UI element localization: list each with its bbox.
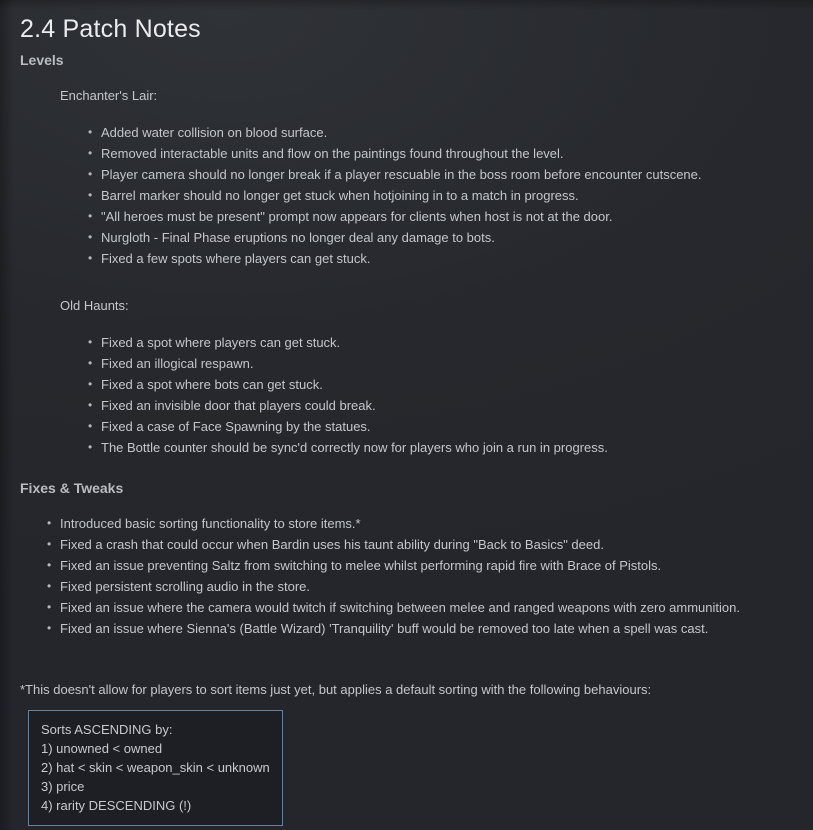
patch-note-item: • Fixed a spot where bots can get stuck. — [101, 374, 793, 395]
patch-note-item: • Fixed a crash that could occur when Bardin uses his taunt ability during "Back to Basics" deed. — [60, 534, 793, 555]
patch-note-item: • Removed interactable units and flow on the paintings found throughout the level. — [101, 143, 793, 164]
patch-note-item: • Player camera should no longer break if a player rescuable in the boss room before encounter cutscene. — [101, 164, 793, 185]
sort-rules-box — [28, 710, 283, 826]
fixes-tweaks-list — [20, 513, 793, 639]
sorting-footnote: *This doesn't allow for players to sort items just yet, but applies a default sorting with the following behaviours: — [20, 682, 652, 697]
patch-note-item: • Fixed a spot where players can get stuck. — [101, 332, 793, 353]
patch-note-item: • Fixed an illogical respawn. — [101, 353, 793, 374]
sort-rule-line: 4) rarity DESCENDING (!) — [41, 798, 192, 813]
level-group-enchanters-lair — [60, 87, 793, 269]
patch-note-item: • Fixed a case of Face Spawning by the statues. — [101, 416, 793, 437]
page-title: 2.4 Patch Notes — [20, 15, 201, 43]
patch-note-item: • The Bottle counter should be sync'd correctly now for players who join a run in progress. — [101, 437, 793, 458]
sort-rule-line: 1) unowned < owned — [41, 741, 163, 756]
patch-note-item: • Fixed an issue where the camera would twitch if switching between melee and ranged weapons with zero ammunition. — [60, 597, 793, 618]
section-heading-levels: Levels — [20, 52, 64, 68]
levels-list — [20, 87, 793, 458]
patch-note-item: • "All heroes must be present" prompt now appears for clients when host is not at the door. — [101, 206, 793, 227]
section-heading-fixes-tweaks: Fixes & Tweaks — [20, 480, 124, 496]
old-haunts-notes — [60, 332, 793, 458]
patch-note-item: • Fixed an issue preventing Saltz from switching to melee whilst performing rapid fire with Brace of Pistols. — [60, 555, 793, 576]
level-group-old-haunts — [60, 297, 793, 458]
patch-note-item: • Barrel marker should no longer get stuck when hotjoining in to a match in progress. — [101, 185, 793, 206]
level-group-label: Enchanter's Lair: — [60, 88, 158, 103]
enchanters-lair-notes — [60, 122, 793, 269]
patch-note-item: • Fixed persistent scrolling audio in the store. — [60, 576, 793, 597]
patch-note-item: • Fixed an invisible door that players could break. — [101, 395, 793, 416]
sort-rule-line: 2) hat < skin < weapon_skin < unknown — [41, 760, 270, 775]
sort-rule-line: Sorts ASCENDING by: — [41, 722, 173, 737]
level-group-label: Old Haunts: — [60, 298, 129, 313]
patch-note-item: • Nurgloth - Final Phase eruptions no longer deal any damage to bots. — [101, 227, 793, 248]
patch-note-item: • Fixed a few spots where players can get stuck. — [101, 248, 793, 269]
sort-rule-line: 3) price — [41, 779, 85, 794]
patch-note-item: • Fixed an issue where Sienna's (Battle Wizard) 'Tranquility' buff would be removed too late when a spell was cast. — [60, 618, 793, 639]
patch-note-item: • Added water collision on blood surface. — [101, 122, 793, 143]
patch-note-item: • Introduced basic sorting functionality to store items.* — [60, 513, 793, 534]
